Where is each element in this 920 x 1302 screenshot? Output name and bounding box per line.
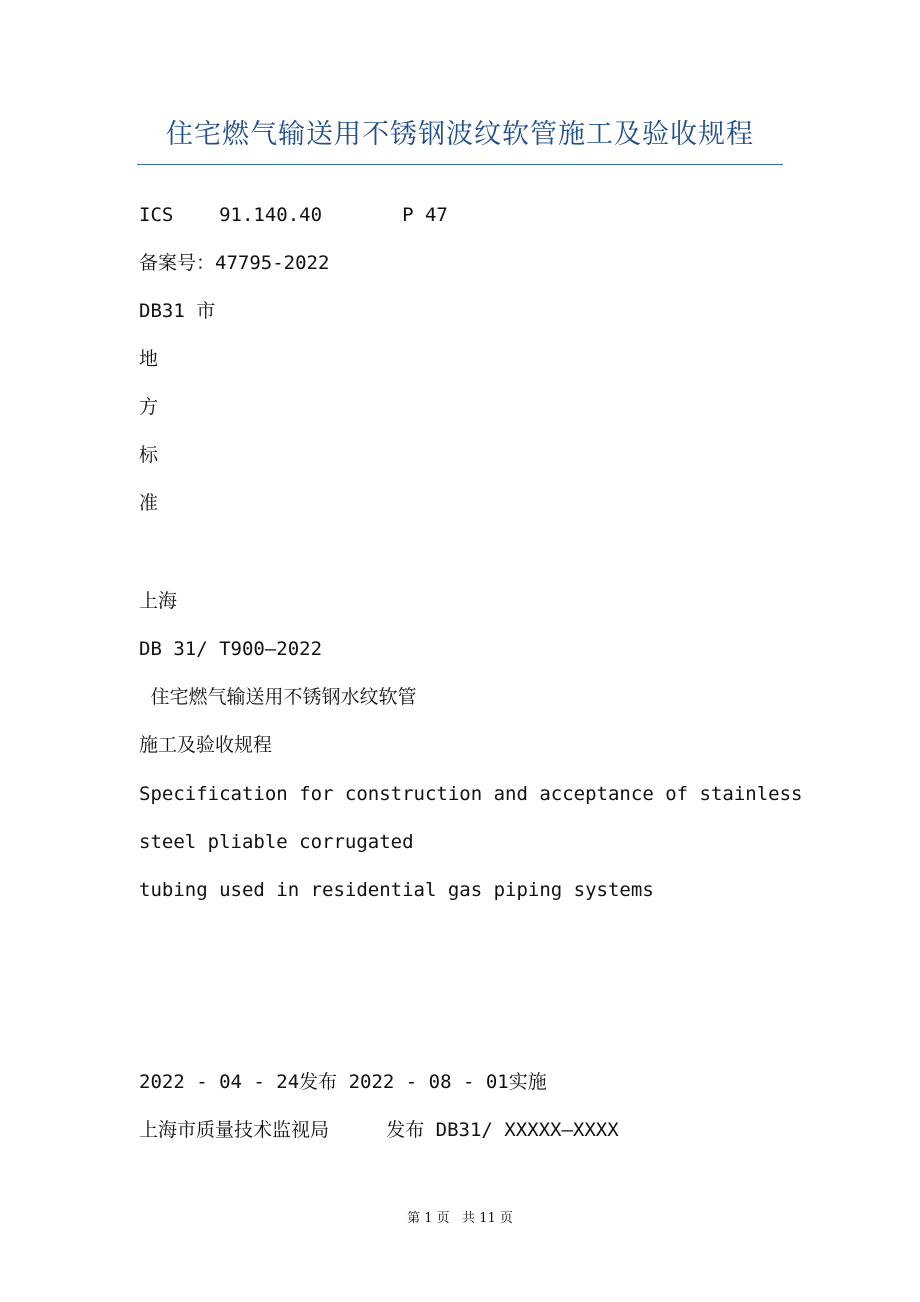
title-underline bbox=[137, 164, 783, 165]
cn-title-line-2: 施工及验收规程 bbox=[139, 734, 273, 756]
vertical-char-4: 准 bbox=[139, 492, 159, 514]
page-footer: 第 1 页 共 11 页 bbox=[407, 1211, 513, 1226]
vertical-char-3: 标 bbox=[139, 444, 159, 466]
filing-number: 备案号：47795-2022 bbox=[139, 252, 330, 274]
issuer-line: 上海市质量技术监视局 发布 DB31/ XXXXX—XXXX bbox=[139, 1119, 619, 1141]
en-title-line-3: tubing used in residential gas piping systems bbox=[139, 879, 654, 901]
region-label: 上海 bbox=[139, 590, 178, 612]
document-title: 住宅燃气输送用不锈钢波纹软管施工及验收规程 bbox=[166, 119, 754, 150]
db31-label: DB31 市 bbox=[139, 300, 216, 322]
publish-implement-dates: 2022 - 04 - 24发布 2022 - 08 - 01实施 bbox=[139, 1071, 547, 1093]
en-title-line-2: steel pliable corrugated bbox=[139, 831, 414, 853]
standard-code: DB 31/ T900—2022 bbox=[139, 638, 323, 660]
cn-title-line-1: 住宅燃气输送用不锈钢水纹软管 bbox=[139, 686, 417, 708]
vertical-char-2: 方 bbox=[139, 396, 159, 418]
ics-classification: ICS 91.140.40 P 47 bbox=[139, 204, 448, 226]
en-title-line-1: Specification for construction and acceptance of stainless bbox=[139, 783, 803, 805]
vertical-char-1: 地 bbox=[139, 348, 159, 370]
